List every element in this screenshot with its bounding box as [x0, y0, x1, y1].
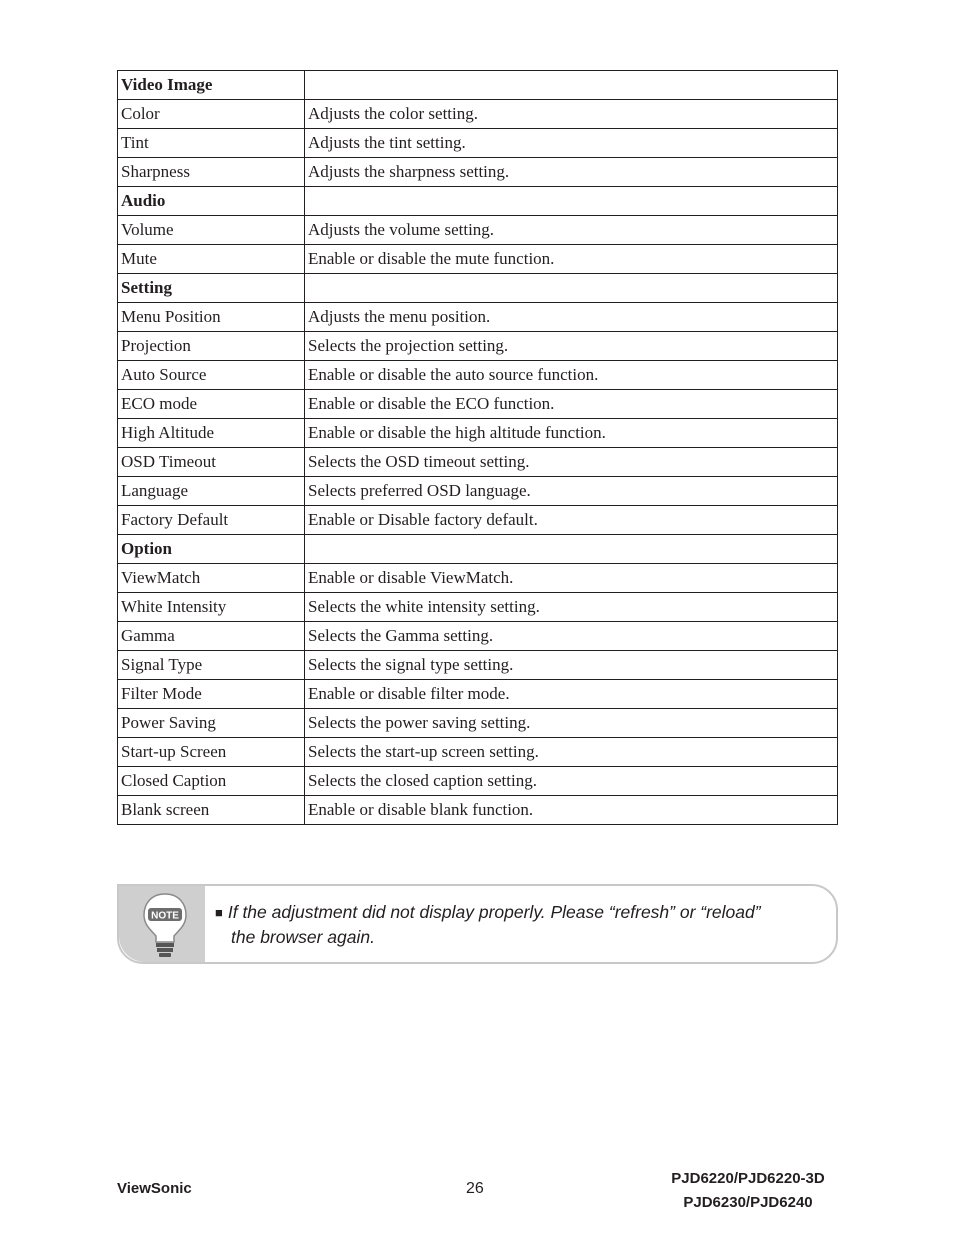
setting-name-cell: Signal Type [118, 651, 305, 680]
bullet-icon: ■ [215, 905, 223, 920]
lightbulb-note-icon [141, 890, 189, 960]
table-row [118, 622, 838, 651]
note-panel [119, 886, 205, 962]
table-row [118, 767, 838, 796]
setting-description-cell: Enable or Disable factory default. [305, 506, 838, 535]
table-row [118, 100, 838, 129]
setting-description-cell: Enable or disable filter mode. [305, 680, 838, 709]
setting-description-cell: Adjusts the menu position. [305, 303, 838, 332]
settings-table [117, 70, 838, 825]
setting-description-cell: Enable or disable the ECO function. [305, 390, 838, 419]
table-row [118, 129, 838, 158]
note-text [215, 900, 815, 949]
table-row [118, 448, 838, 477]
setting-name-cell: Filter Mode [118, 680, 305, 709]
table-row [118, 564, 838, 593]
table-row [118, 593, 838, 622]
table-row [118, 709, 838, 738]
table-row [118, 477, 838, 506]
setting-description-cell: Enable or disable the auto source function. [305, 361, 838, 390]
section-title-cell: Setting [118, 274, 305, 303]
setting-name-cell: Auto Source [118, 361, 305, 390]
table-row [118, 506, 838, 535]
table-row [118, 158, 838, 187]
setting-description-cell: Enable or disable the mute function. [305, 245, 838, 274]
section-title-cell: Option [118, 535, 305, 564]
setting-description-cell [305, 187, 838, 216]
table-row [118, 680, 838, 709]
setting-name-cell: Mute [118, 245, 305, 274]
table-row [118, 216, 838, 245]
setting-description-cell: Adjusts the color setting. [305, 100, 838, 129]
setting-name-cell: Language [118, 477, 305, 506]
footer-brand: ViewSonic [117, 1180, 192, 1197]
setting-description-cell: Selects the OSD timeout setting. [305, 448, 838, 477]
table-row [118, 419, 838, 448]
setting-description-cell: Selects the projection setting. [305, 332, 838, 361]
footer-page-number: 26 [466, 1180, 484, 1197]
setting-description-cell: Selects preferred OSD language. [305, 477, 838, 506]
setting-description-cell: Selects the white intensity setting. [305, 593, 838, 622]
setting-name-cell: Menu Position [118, 303, 305, 332]
setting-description-cell: Adjusts the tint setting. [305, 129, 838, 158]
setting-name-cell: Tint [118, 129, 305, 158]
setting-description-cell [305, 535, 838, 564]
table-row [118, 796, 838, 825]
setting-name-cell: Volume [118, 216, 305, 245]
setting-description-cell: Adjusts the sharpness setting. [305, 158, 838, 187]
setting-description-cell: Selects the signal type setting. [305, 651, 838, 680]
note-icon-label: NOTE [151, 910, 179, 922]
setting-description-cell: Enable or disable ViewMatch. [305, 564, 838, 593]
setting-description-cell: Selects the power saving setting. [305, 709, 838, 738]
setting-name-cell: ViewMatch [118, 564, 305, 593]
setting-description-cell: Enable or disable blank function. [305, 796, 838, 825]
footer-model-line-1: PJD6220/PJD6220-3D [671, 1170, 825, 1187]
setting-name-cell: Color [118, 100, 305, 129]
setting-name-cell: OSD Timeout [118, 448, 305, 477]
note-line-1-text: If the adjustment did not display properly. Please “refresh” or “reload” [227, 902, 761, 922]
setting-description-cell: Selects the closed caption setting. [305, 767, 838, 796]
setting-description-cell: Enable or disable the high altitude function. [305, 419, 838, 448]
table-row [118, 390, 838, 419]
section-header-row [118, 274, 838, 303]
section-header-row [118, 187, 838, 216]
settings-table-body [118, 71, 838, 825]
setting-name-cell: Closed Caption [118, 767, 305, 796]
table-row [118, 332, 838, 361]
setting-name-cell: Sharpness [118, 158, 305, 187]
setting-name-cell: Projection [118, 332, 305, 361]
table-row [118, 245, 838, 274]
setting-description-cell: Adjusts the volume setting. [305, 216, 838, 245]
note-line-1 [215, 900, 815, 925]
table-row [118, 361, 838, 390]
note-line-2: the browser again. [231, 927, 375, 947]
setting-name-cell: Start-up Screen [118, 738, 305, 767]
setting-description-cell [305, 274, 838, 303]
setting-name-cell: Factory Default [118, 506, 305, 535]
setting-name-cell: Blank screen [118, 796, 305, 825]
footer-model-line-2: PJD6230/PJD6240 [683, 1194, 813, 1211]
note-box [117, 884, 838, 964]
setting-name-cell: Power Saving [118, 709, 305, 738]
table-row [118, 651, 838, 680]
table-row [118, 303, 838, 332]
setting-description-cell: Selects the start-up screen setting. [305, 738, 838, 767]
table-row [118, 738, 838, 767]
setting-name-cell: Gamma [118, 622, 305, 651]
section-header-row [118, 71, 838, 100]
section-title-cell: Video Image [118, 71, 305, 100]
setting-name-cell: ECO mode [118, 390, 305, 419]
setting-name-cell: White Intensity [118, 593, 305, 622]
setting-name-cell: High Altitude [118, 419, 305, 448]
section-header-row [118, 535, 838, 564]
section-title-cell: Audio [118, 187, 305, 216]
setting-description-cell [305, 71, 838, 100]
setting-description-cell: Selects the Gamma setting. [305, 622, 838, 651]
